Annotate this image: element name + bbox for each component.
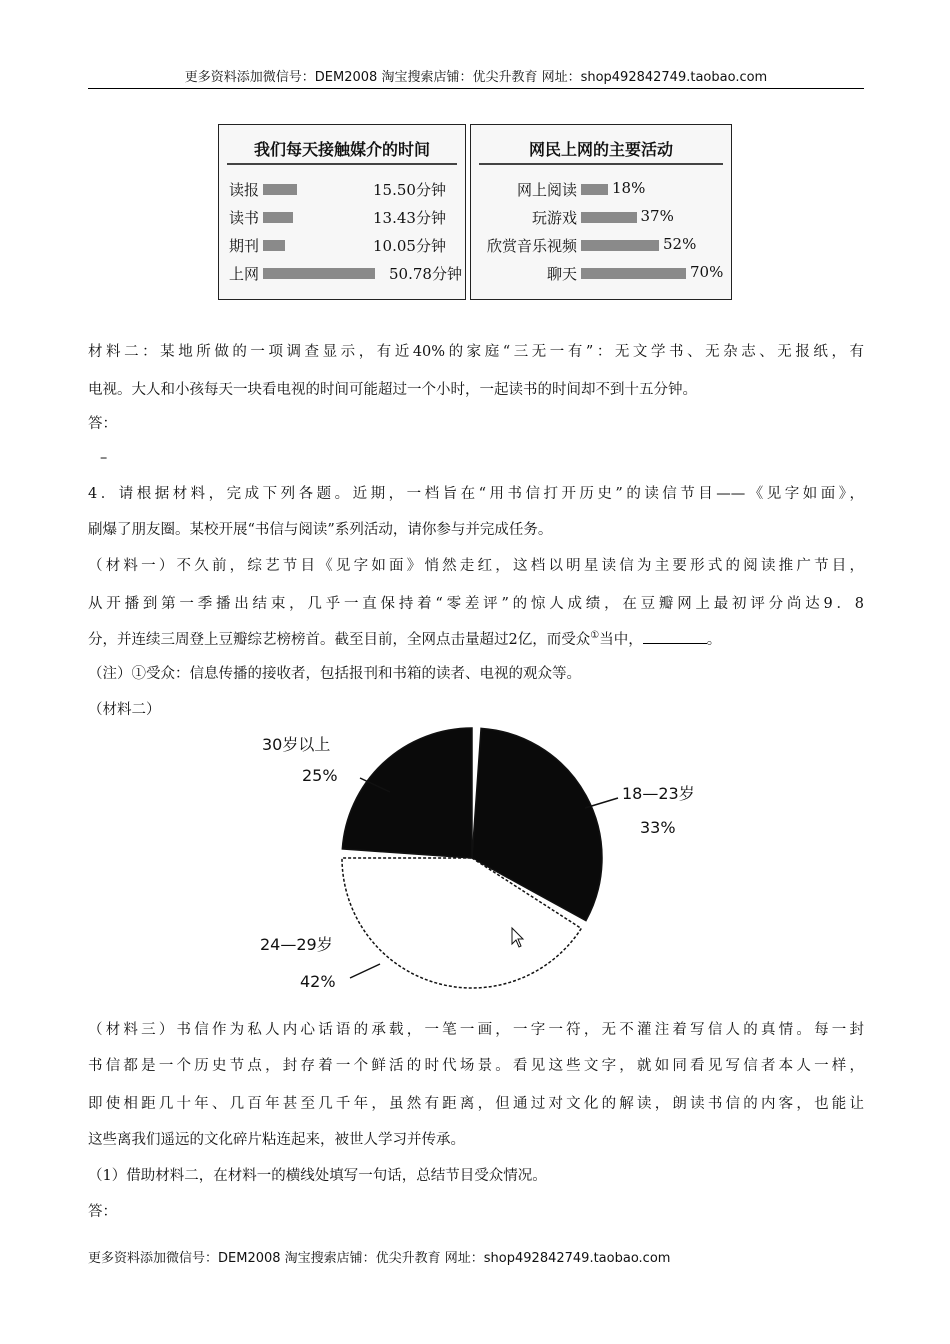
media-time-panel	[218, 124, 466, 300]
footnote-marker: ①	[590, 630, 600, 642]
media-time-title: 我们每天接触媒介的时间	[227, 125, 457, 165]
material3-line1: （材料三）书信作为私人内心话语的承载，一笔一画，一字一符，无不灌注着写信人的真情。每一封	[88, 1022, 864, 1038]
material1-line1: （材料一）不久前，综艺节目《见字如面》悄然走红，这档以明星读信为主要形式的阅读推广节目，	[88, 558, 864, 574]
online-activity-value: 37%	[640, 207, 674, 225]
material3-line4: 这些离我们遥远的文化碎片粘连起来，被世人学习并传承。	[88, 1132, 465, 1148]
online-activity-value: 70%	[690, 263, 724, 281]
media-time-value: 13.43分钟	[373, 209, 446, 227]
media-time-label: 上网	[228, 265, 259, 283]
online-activity-title: 网民上网的主要活动	[479, 125, 723, 165]
leader-line-24-29	[350, 964, 380, 978]
pie-value-30plus: 25%	[302, 766, 338, 785]
note-line: （注）①受众：信息传播的接收者，包括报刊和书箱的读者、电视的观众等。	[88, 666, 581, 682]
online-activity-panel	[470, 124, 732, 300]
media-time-value: 10.05分钟	[373, 237, 446, 255]
media-time-label: 读书	[228, 209, 259, 227]
dash-mark: –	[100, 450, 108, 466]
material1-line2: 从开播到第一季播出结束，几乎一直保持着“零差评”的惊人成绩，在豆瓣网上最初评分尚达9．8	[88, 596, 864, 612]
answer-label-1: 答：	[88, 416, 117, 432]
online-activity-value: 18%	[612, 179, 646, 197]
fill-in-blank[interactable]	[643, 629, 707, 644]
pie-label-30plus: 30岁以上	[262, 735, 331, 754]
pie-value-18-23: 33%	[640, 818, 676, 837]
answer-label-2: 答：	[88, 1204, 117, 1220]
material1-line3-end: 。	[706, 632, 722, 648]
online-activity-bar	[581, 184, 608, 195]
online-activity-label: 欣赏音乐视频	[486, 237, 577, 255]
online-activity-bar	[581, 212, 637, 223]
material2-line2: 电视。大人和小孩每天一块看电视的时间可能超过一个小时，一起读书的时间却不到十五分钟。	[88, 382, 697, 398]
online-activity-value: 52%	[663, 235, 697, 253]
media-time-value: 50.78分钟	[389, 265, 462, 283]
media-time-bar	[263, 268, 375, 279]
media-time-bar	[263, 212, 293, 223]
online-activity-label: 网上阅读	[516, 181, 577, 199]
media-time-label: 期刊	[228, 237, 259, 255]
online-activity-bar	[581, 268, 686, 279]
online-activity-bar	[581, 240, 659, 251]
material1-line3-text: 分，并连续三周登上豆瓣综艺榜榜首。截至目前，全网点击量超过2亿，而受众	[88, 632, 591, 648]
material3-line2: 书信都是一个历史节点，封存着一个鲜活的时代场景。看见这些文字，就如同看见写信者本人一样，	[88, 1058, 864, 1074]
page-header: 更多资料添加微信号：DEM2008 淘宝搜索店铺：优尖升教育 网址：shop492842749.taobao.com	[88, 66, 864, 89]
material1-line3	[88, 628, 864, 649]
material3-line3: 即使相距几十年、几百年甚至几千年，虽然有距离，但通过对文化的解读，朗读书信的内客，也能让	[88, 1096, 864, 1112]
media-time-label: 读报	[228, 181, 259, 199]
age-pie-chart	[240, 720, 720, 1000]
online-activity-label: 玩游戏	[531, 209, 577, 227]
pie-value-24-29: 42%	[300, 972, 336, 991]
online-activity-label: 聊天	[546, 265, 577, 283]
pie-label-18-23: 18—23岁	[622, 784, 695, 803]
media-time-bar	[263, 184, 297, 195]
pie-slice-30plus	[342, 728, 472, 858]
material2-label: （材料二）	[88, 702, 161, 718]
media-time-value: 15.50分钟	[373, 181, 446, 199]
q4-line2: 刷爆了朋友圈。某校开展“书信与阅读”系列活动，请你参与并完成任务。	[88, 522, 553, 538]
page-footer: 更多资料添加微信号：DEM2008 淘宝搜索店铺：优尖升教育 网址：shop492842749.taobao.com	[88, 1251, 671, 1266]
media-time-bar	[263, 240, 285, 251]
question-1: （1）借助材料二，在材料一的横线处填写一句话，总结节目受众情况。	[88, 1168, 547, 1184]
material1-line3-text2: 当中，	[599, 632, 643, 648]
pie-label-24-29: 24—29岁	[260, 935, 333, 954]
q4-line1: 4．请根据材料，完成下列各题。近期，一档旨在“用书信打开历史”的读信节目——《见字如面》，	[88, 486, 864, 502]
material2-line1: 材料二：某地所做的一项调查显示，有近40%的家庭“三无一有”：无文学书、无杂志、无报纸，有	[88, 344, 864, 360]
